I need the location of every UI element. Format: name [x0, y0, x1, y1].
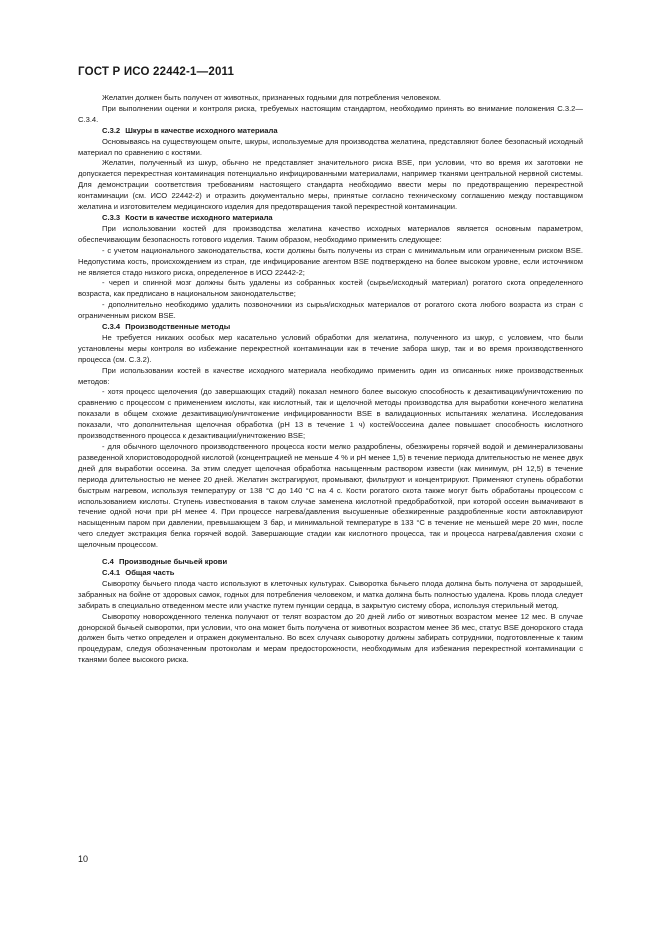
- paragraph: Сыворотку новорожденного теленка получают от телят возрастом до 20 дней либо от животных возрастом менее 12 мес. В случае донорской бычьей сыворотки, при условии, что она может быть получена от животных возрастом менее 36 мес, статус BSE донорского стада должен быть четко определен и отражен документально. Во всех случаях сыворотку должны забирать сотрудники, подготовленные к таким процедурам, следуя обозначенным протоколам и мерам предосторожности, необходимым для избежания перекрестной контаминации с тканями более высокого риска.: [78, 611, 583, 665]
- section-title: Производственные методы: [125, 322, 231, 332]
- section-number: С.3.3: [102, 212, 121, 222]
- list-item: - дополнительно необходимо удалить позвоночники из сырья/исходных материалов от рогатого скота любого возраста из стран с ограниченным риском BSE.: [78, 300, 583, 321]
- section-title: Производные бычьей крови: [118, 557, 228, 567]
- paragraph: Сыворотку бычьего плода часто используют в клеточных культурах. Сыворотка бычьего плода должна быть получена от зародышей, забранных на бойне от здоровых самок, годных для потребления человеком, и матка должна быть полностью удалена. Кровь плода следует забирать в специально отведенном месте или участке путем пункции сердца, в закрытую систему сбора, используя стерильный метод.: [78, 578, 583, 610]
- paragraph: Не требуется никаких особых мер касательно условий обработки для желатина, полученного из шкур, с условием, что были установлены меры контроля во избежание перекрестной контаминации как в течение забора шкур, так и во время производственного процесса (см. С.3.2).: [78, 332, 583, 364]
- section-number: С.3.4: [102, 322, 121, 332]
- section-number: С.3.2: [102, 125, 121, 135]
- list-item: - хотя процесс щелочения (до завершающих стадий) показал немного более высокую способность к дезактивации/уничтожению по сравнению с процессом с применением кислоты, как кислотный, так и щелочной методы производства для выработки конечного желатина показали в общем схожие дезактивацию/уничтожение инфицированности BSE в валидационных испытаниях желатина. Исследования показали, что дополнительная щелочная обработка (pH 13 в течение 1 ч) костей/оссеина далее повышает способность кислотного производственного процесса к дезактивации/уничтожению BSE;: [78, 387, 583, 441]
- list-item: - череп и спинной мозг должны быть удалены из собранных костей (сырье/исходный материал) рогатого скота определенного возраста, как предписано в национальном законодательстве;: [78, 278, 583, 299]
- list-item: - с учетом национального законодательства, кости должны быть получены из стран с минимальным или ограниченным риском BSE. Недопустима кость, происхождением из стран, где инфицирование агентом BSE подтверждено на более высоком уровне, если источником не является стадо низкого риска, определенное в ИСО 22442-2;: [78, 245, 583, 277]
- section-title: Кости в качестве исходного материала: [125, 212, 273, 222]
- paragraph: Желатин, полученный из шкур, обычно не представляет значительного риска BSE, при условии, что во время их заготовки не допускается перекрестная контаминация потенциально инфицированными материалами, например тканями центральной нервной системы. Для демонстрации соответствия требованиям настоящего стандарта необходимо ввести меры по предотвращению перекрестной контаминации (см. ИСО 22442-2) и отразить документально меры, принятые согласно техническому соглашению между поставщиком желатина и изготовителем медицинского изделия для предотвращения такой перекрестной контаминации.: [78, 158, 583, 212]
- paragraph: При использовании костей в качестве исходного материала необходимо применить один из описанных ниже производственных методов:: [78, 365, 583, 386]
- section-title: Шкуры в качестве исходного материала: [125, 125, 278, 135]
- paragraph: При выполнении оценки и контроля риска, требуемых настоящим стандартом, необходимо принять во внимание положения С.3.2—С.3.4.: [78, 103, 583, 124]
- page-number: 10: [78, 854, 89, 864]
- paragraph: Основываясь на существующем опыте, шкуры, используемые для производства желатина, представляют более безопасный исходный материал по сравнению с костями.: [78, 136, 583, 157]
- paragraph: При использовании костей для производства желатина качество исходных материалов является основным параметром, обеспечивающим безопасность готового изделия. Таким образом, необходимо применить следующее:: [78, 223, 583, 244]
- paragraph: Желатин должен быть получен от животных, признанных годными для потребления человеком.: [102, 93, 442, 102]
- section-number: С.4.1: [102, 567, 121, 577]
- section-heading-c41: [78, 568, 583, 579]
- section-title: Общая часть: [125, 567, 175, 577]
- section-heading-c4: [78, 557, 583, 568]
- document-header: ГОСТ Р ИСО 22442-1—2011: [78, 66, 235, 78]
- list-item: - для обычного щелочного производственного процесса кости мелко раздроблены, обезжирены горячей водой и деминерализованы разведенной хлористоводородной кислотой (концентрацией не меньше 4 % и pH менее 1,5) в течение периода длительностью не менее двух дней для выработки оссеина. За этим следует щелочная обработка насыщенным раствором извести (как минимум, pH 12,5) в течение периода длительностью не менее 20 дней. Желатин экстрагируют, промывают, фильтруют и концентрируют. Применяют ступень обработки быстрым нагревом, используя температуру от 138 °С до 140 °С на 4 с. Кости рогатого скота также могут быть обработаны процессом с использованием кислоты. Ступень известкования в таком случае заменена кислотной предобработкой, при которой оссеин вымачивают в течение одной ночи при pH менее 4. При процессе нагрева/давления высушенные обезжиренные раздробленные кости автоклавируют насыщенным паром при давлении, превышающем 3 бар, и минимальной температуре в 133 °С в течение не меньшей мере 20 мин, после чего следует экстракция белка горячей водой. Завершающие стадии как кислотного процесса, так и процесса нагрева/давления схожи с щелочным процессом.: [78, 442, 583, 550]
- section-heading-c32: [78, 126, 583, 137]
- section-heading-c33: [78, 213, 583, 224]
- section-heading-c34: [78, 322, 583, 333]
- section-number: С.4: [102, 557, 114, 567]
- document-body: [78, 93, 583, 666]
